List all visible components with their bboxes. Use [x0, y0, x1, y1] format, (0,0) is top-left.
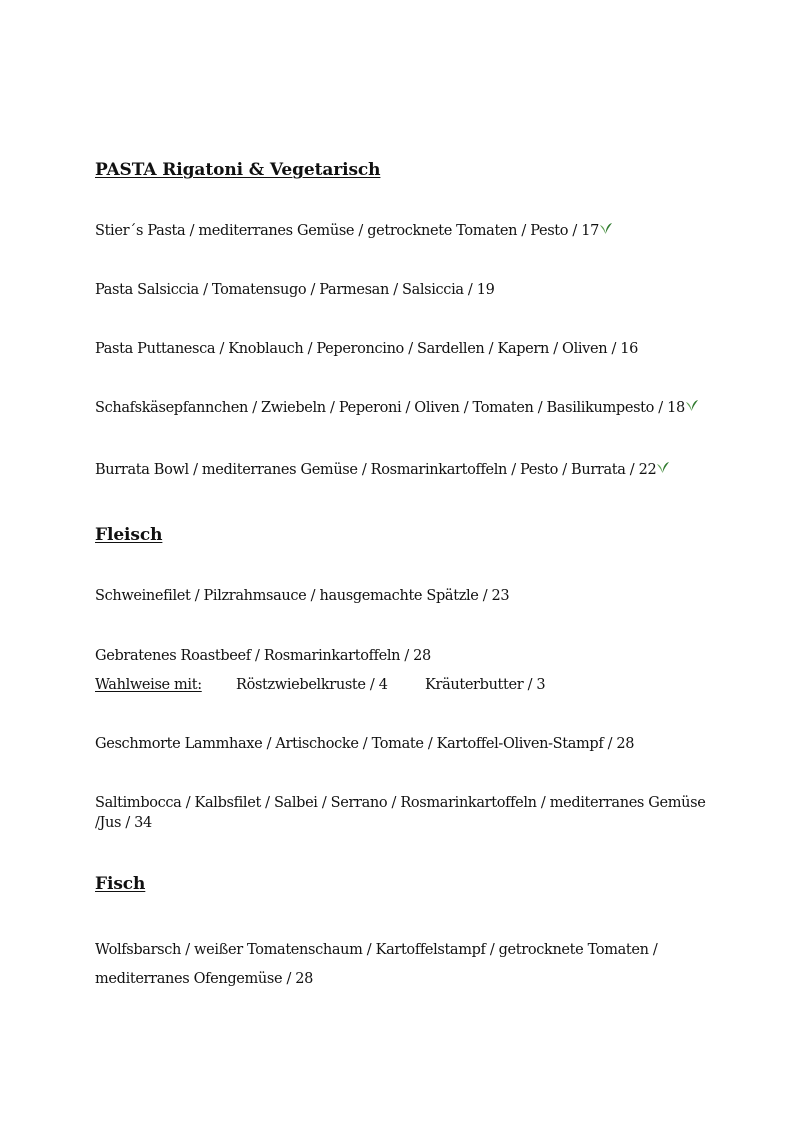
menu-item-text: Schweinefilet / Pilzrahmsauce / hausgemachte Spätzle / 23 [95, 588, 510, 604]
options-label: Wahlweise mit: [95, 677, 202, 693]
menu-item [95, 339, 638, 359]
menu-item-text-line2: /Jus / 34 [95, 815, 152, 831]
menu-item-text: Pasta Salsiccia / Tomatensugo / Parmesan / Salsiccia / 19 [95, 282, 495, 298]
menu-item-text: Stier´s Pasta / mediterranes Gemüse / getrocknete Tomaten / Pesto / 17 [95, 223, 599, 239]
menu-item [95, 646, 431, 666]
menu-item [95, 460, 670, 480]
menu-item-text: Schafskäsepfannchen / Zwiebeln / Peperoni / Oliven / Tomaten / Basilikumpesto / 18 [95, 400, 685, 416]
section-title-fleisch: Fleisch [95, 525, 163, 545]
menu-item-text-line2: mediterranes Ofengemüse / 28 [95, 971, 314, 987]
menu-item-text: Pasta Puttanesca / Knoblauch / Peperoncino / Sardellen / Kapern / Oliven / 16 [95, 341, 639, 357]
leaf-icon [656, 461, 670, 475]
leaf-icon [599, 222, 613, 236]
menu-item [95, 936, 657, 994]
option-choice: Röstzwiebelkruste / 4 [236, 677, 388, 693]
section-title-fisch: Fisch [95, 874, 146, 894]
menu-item-text: Gebratenes Roastbeef / Rosmarinkartoffeln / 28 [95, 648, 431, 664]
menu-item-text: Burrata Bowl / mediterranes Gemüse / Rosmarinkartoffeln / Pesto / Burrata / 22 [95, 462, 657, 478]
options-row [95, 675, 695, 695]
menu-item [95, 280, 494, 300]
option-choice: Kräuterbutter / 3 [425, 677, 546, 693]
menu-item-text-line1: Wolfsbarsch / weißer Tomatenschaum / Kartoffelstampf / getrocknete Tomaten / [95, 942, 658, 958]
menu-item-text: Geschmorte Lammhaxe / Artischocke / Tomate / Kartoffel-Oliven-Stampf / 28 [95, 736, 635, 752]
menu-item [95, 734, 634, 754]
menu-item [95, 398, 699, 418]
menu-item [95, 586, 509, 606]
leaf-icon [685, 399, 699, 413]
menu-item-text-line1: Saltimbocca / Kalbsfilet / Salbei / Serrano / Rosmarinkartoffeln / mediterranes Gemüse [95, 795, 706, 811]
section-title-pasta: PASTA Rigatoni & Vegetarisch [95, 160, 381, 180]
menu-item [95, 793, 705, 833]
menu-item [95, 221, 613, 241]
